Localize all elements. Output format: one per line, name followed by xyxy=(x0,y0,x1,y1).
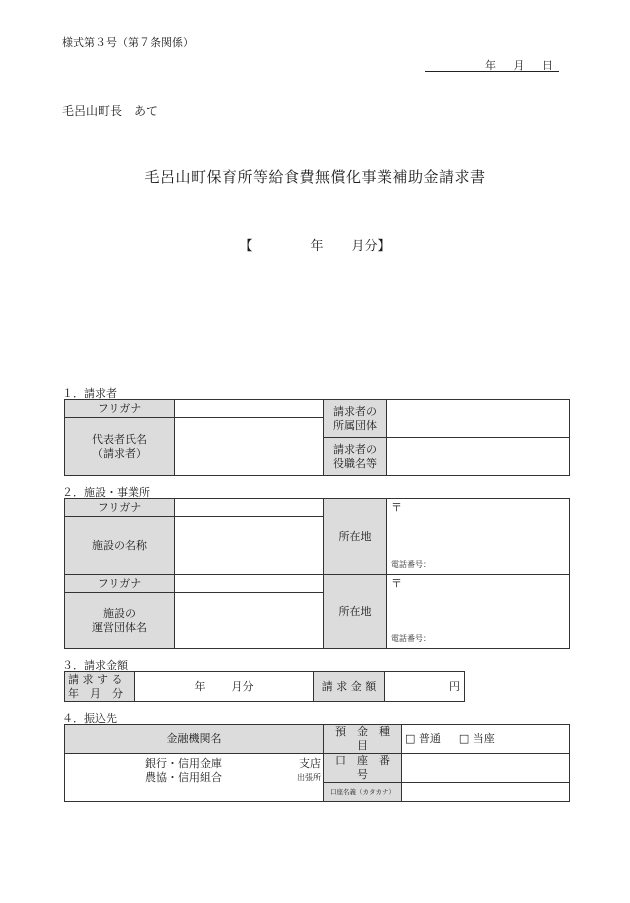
claim-amount-label: 請 求 金 額 xyxy=(314,672,385,702)
bank-name-field[interactable] xyxy=(65,754,324,802)
bank-type-line1: 銀行・信用金庫 xyxy=(145,757,222,770)
facility-name-label: 施設の名称 xyxy=(65,517,175,575)
facility-location-label: 所在地 xyxy=(324,499,387,575)
deposit-type-label: 預 金 種 目 xyxy=(324,725,402,754)
bank-name-header: 金融機関名 xyxy=(65,725,324,754)
representative-name-field[interactable] xyxy=(175,418,324,476)
document-title: 毛呂山町保育所等給食費無償化事業補助金請求書 xyxy=(144,168,486,186)
claimant-furigana-field[interactable] xyxy=(175,400,324,418)
bank-type-line2: 農協・信用組合 xyxy=(145,771,222,784)
date-day-label: 日 xyxy=(542,59,553,72)
date-month-label: 月 xyxy=(513,59,525,72)
account-number-field[interactable] xyxy=(402,754,570,783)
date-year-label: 年 xyxy=(485,59,496,72)
section-amount-heading: ３．請求金額 xyxy=(62,659,128,672)
claim-period xyxy=(0,235,630,254)
deposit-option-current[interactable]: □ 当座 xyxy=(458,732,495,745)
facility-location-field[interactable] xyxy=(387,499,570,575)
operator-furigana-field[interactable] xyxy=(175,575,324,593)
operator-location-field[interactable] xyxy=(387,575,570,649)
operator-name-label: 施設の 運営団体名 xyxy=(65,593,175,649)
account-holder-label: 口座名義（カタカナ） xyxy=(324,783,402,802)
addressee: 毛呂山町長 あて xyxy=(62,104,159,118)
claimant-furigana-label: フリガナ xyxy=(65,400,175,418)
operator-furigana-label: フリガナ xyxy=(65,575,175,593)
facility-table xyxy=(64,498,570,649)
operator-phone-label: 電話番号： xyxy=(391,634,431,643)
facility-furigana-field[interactable] xyxy=(175,499,324,517)
period-year-label: 年 xyxy=(310,239,324,254)
claimant-table xyxy=(64,399,570,476)
branch-label: 支店 xyxy=(299,757,321,770)
claimant-title-label: 請求者の 役職名等 xyxy=(324,438,387,476)
amount-table xyxy=(64,671,465,702)
claim-month-label: 請 求 す る 年 月 分 xyxy=(65,672,135,702)
section-claimant-heading: １．請求者 xyxy=(62,387,117,400)
transfer-table xyxy=(64,724,570,802)
facility-phone-label: 電話番号： xyxy=(391,560,431,569)
claim-month-field[interactable]: 年 月分 xyxy=(135,672,314,702)
section-facility-heading: ２．施設・事業所 xyxy=(62,486,150,499)
facility-name-field[interactable] xyxy=(175,517,324,575)
operator-postal-mark: 〒 xyxy=(391,577,402,590)
representative-name-label: 代表者氏名 （請求者） xyxy=(65,418,175,476)
deposit-type-field[interactable] xyxy=(402,725,570,754)
section-transfer-heading: ４．振込先 xyxy=(62,712,117,725)
claimant-title-field[interactable] xyxy=(387,438,570,476)
period-month-label: 月分】 xyxy=(351,239,391,254)
claim-amount-field[interactable] xyxy=(385,672,465,702)
deposit-option-ordinary[interactable]: □ 普通 xyxy=(405,732,441,745)
operator-name-field[interactable] xyxy=(175,593,324,649)
facility-furigana-label: フリガナ xyxy=(65,499,175,517)
operator-location-label: 所在地 xyxy=(324,575,387,649)
claimant-group-label: 請求者の 所属団体 xyxy=(324,400,387,438)
form-number: 様式第３号（第７条関係） xyxy=(62,36,194,49)
currency-unit: 円 xyxy=(449,679,460,693)
period-open-bracket: 【 xyxy=(239,239,253,254)
account-holder-field[interactable] xyxy=(402,783,570,802)
facility-postal-mark: 〒 xyxy=(391,501,402,514)
sub-branch-label: 出張所 xyxy=(297,773,321,782)
account-number-label: 口 座 番 号 xyxy=(324,754,402,783)
date-line[interactable] xyxy=(425,57,559,72)
claimant-group-field[interactable] xyxy=(387,400,570,438)
